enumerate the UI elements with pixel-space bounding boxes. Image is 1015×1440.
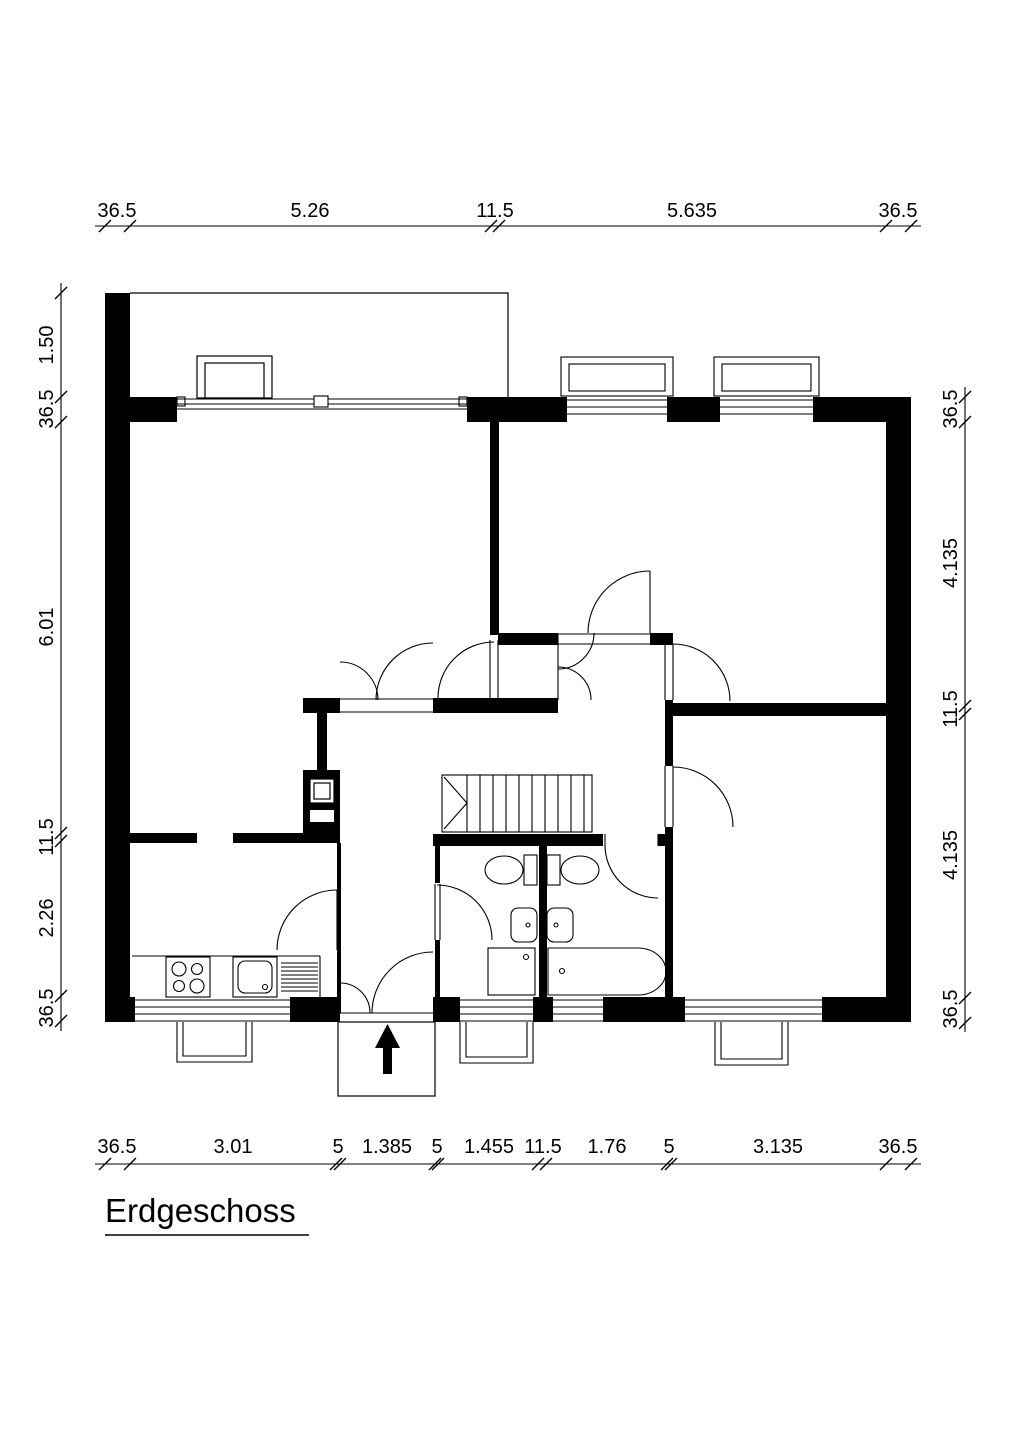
window-sill-inner <box>722 364 811 391</box>
wall-exterior-top-seg3 <box>667 397 720 422</box>
dim-label: 1.385 <box>361 1136 413 1158</box>
kitchen-fixtures <box>132 956 320 997</box>
dim-label: 6.01 <box>36 607 58 647</box>
dimension-ticks <box>55 220 971 1170</box>
door-bath1 <box>435 884 492 940</box>
window-mullion <box>314 396 328 407</box>
wall-entry-right-seg2 <box>435 940 440 1013</box>
window-top-1 <box>561 357 673 414</box>
stove-burner <box>174 981 185 992</box>
toilet-tank-1 <box>524 855 537 885</box>
lightwell-kitchen <box>177 1022 252 1062</box>
shower-drain <box>524 955 529 960</box>
window-bath2 <box>550 1000 606 1021</box>
sink-drain <box>263 985 268 990</box>
wall-livingroom-right <box>490 421 499 635</box>
dim-label: 1.455 <box>463 1136 515 1158</box>
wall-exterior-top-seg1 <box>105 397 177 422</box>
dim-label: 1.50 <box>36 325 58 365</box>
window-room-bottom-right <box>682 1000 825 1065</box>
entrance-arrow-stem <box>383 1048 392 1074</box>
wall-exterior-bottom-seg1 <box>105 997 135 1022</box>
toilet-tank-2 <box>547 855 560 885</box>
dim-label: 11.5 <box>524 1136 562 1158</box>
wall-kitchen-top-seg2 <box>233 833 340 843</box>
dim-label: 4.135 <box>940 537 962 589</box>
stove-burner <box>172 962 186 976</box>
wall-hall-top-left <box>303 698 340 713</box>
dim-label: 5.26 <box>290 200 330 222</box>
entrance-arrow-head <box>375 1024 400 1048</box>
dim-label: 11.5 <box>476 200 514 222</box>
dim-label: 11.5 <box>36 818 58 856</box>
wall-exterior-bottom-seg4 <box>533 997 553 1022</box>
dim-label: 36.5 <box>36 988 58 1028</box>
toilet-bowl-1 <box>485 856 523 884</box>
dim-label: 36.5 <box>940 989 962 1029</box>
door-livingroom-nook <box>438 640 498 698</box>
door-nook-double <box>558 633 650 700</box>
dim-label: 36.5 <box>878 1136 918 1158</box>
page-title: Erdgeschoss <box>105 1192 296 1229</box>
stairs-direction-chevron <box>444 777 467 829</box>
wall-kitchen-top-seg1 <box>130 833 197 843</box>
window-top-2 <box>714 357 819 414</box>
dim-label: 36.5 <box>878 200 918 222</box>
dim-label: 36.5 <box>97 200 137 222</box>
lightwell-room <box>715 1022 788 1065</box>
dim-label: 5 <box>663 1136 675 1158</box>
dim-label: 36.5 <box>97 1136 137 1158</box>
stove-burner <box>190 979 204 993</box>
wall-bath-divider <box>539 843 547 997</box>
wall-exterior-bottom-seg6 <box>822 997 911 1022</box>
dim-label: 1.76 <box>587 1136 627 1158</box>
dim-label: 11.5 <box>940 690 962 728</box>
chimney-vent-slot <box>310 810 334 822</box>
lightwell-bath1 <box>460 1022 533 1063</box>
window-kitchen <box>132 1000 293 1062</box>
stove-burner <box>192 964 203 975</box>
dim-label: 5 <box>431 1136 443 1158</box>
stairs-risers <box>467 775 584 832</box>
drainer-ribs <box>281 963 318 991</box>
bathtub-drain <box>560 969 565 974</box>
bathtub <box>548 948 666 995</box>
entrance <box>338 1022 435 1096</box>
wall-exterior-bottom-seg5 <box>603 997 685 1022</box>
window-sill-outer <box>561 357 673 396</box>
dim-label: 3.135 <box>752 1136 804 1158</box>
wall-exterior-right <box>886 397 911 1022</box>
dim-label: 36.5 <box>940 389 962 429</box>
title-block <box>105 1192 309 1235</box>
wall-hall-nook-top-right <box>650 633 673 645</box>
wall-hall-top-right <box>433 698 558 713</box>
door-room-top-right <box>588 571 650 633</box>
wall-hall-nook-top-left <box>498 633 558 645</box>
door-kitchen <box>277 890 340 950</box>
washbasin-1 <box>511 908 537 942</box>
window-sill-inner <box>569 364 665 391</box>
chimney-details <box>310 779 334 822</box>
washbasin-2 <box>547 908 573 942</box>
washbasin-tap-2 <box>554 923 558 927</box>
washbasin-tap-1 <box>526 923 530 927</box>
door-bath2 <box>605 834 658 898</box>
wall-chimney-riser <box>317 713 327 770</box>
terrace <box>130 293 508 398</box>
entrance-arrow-icon <box>375 1024 400 1074</box>
window-bath1 <box>457 1000 536 1063</box>
window-sill-outer <box>714 357 819 396</box>
walls <box>105 293 911 1022</box>
stairs <box>442 775 592 832</box>
terrace-window-sill-inner <box>205 363 264 398</box>
dim-label: 2.26 <box>36 898 58 938</box>
dim-label: 3.01 <box>213 1136 253 1158</box>
wall-right-rooms-divider <box>665 703 886 716</box>
door-entrance-double <box>338 952 435 1022</box>
toilet-bowl-2 <box>561 856 599 884</box>
dim-label: 4.135 <box>940 829 962 881</box>
bathroom-fixtures <box>485 855 666 995</box>
wall-entry-right-seg1 <box>435 843 440 883</box>
wall-exterior-bottom-seg2 <box>290 997 340 1022</box>
door-nook-room-extension <box>665 644 730 701</box>
terrace-outline <box>130 293 508 397</box>
terrace-window-sill <box>197 356 272 398</box>
wall-exterior-top-seg2 <box>467 397 567 422</box>
wall-bath-top-seg1 <box>433 834 603 846</box>
dim-label: 36.5 <box>36 389 58 429</box>
door-room-bottom-right <box>665 766 733 827</box>
dim-label: 5 <box>332 1136 344 1158</box>
stove <box>166 957 210 997</box>
wall-bath-top-seg2 <box>658 834 673 846</box>
door-livingroom-double <box>340 643 433 712</box>
dim-label: 5.635 <box>666 200 718 222</box>
stairs-outline <box>442 775 592 832</box>
